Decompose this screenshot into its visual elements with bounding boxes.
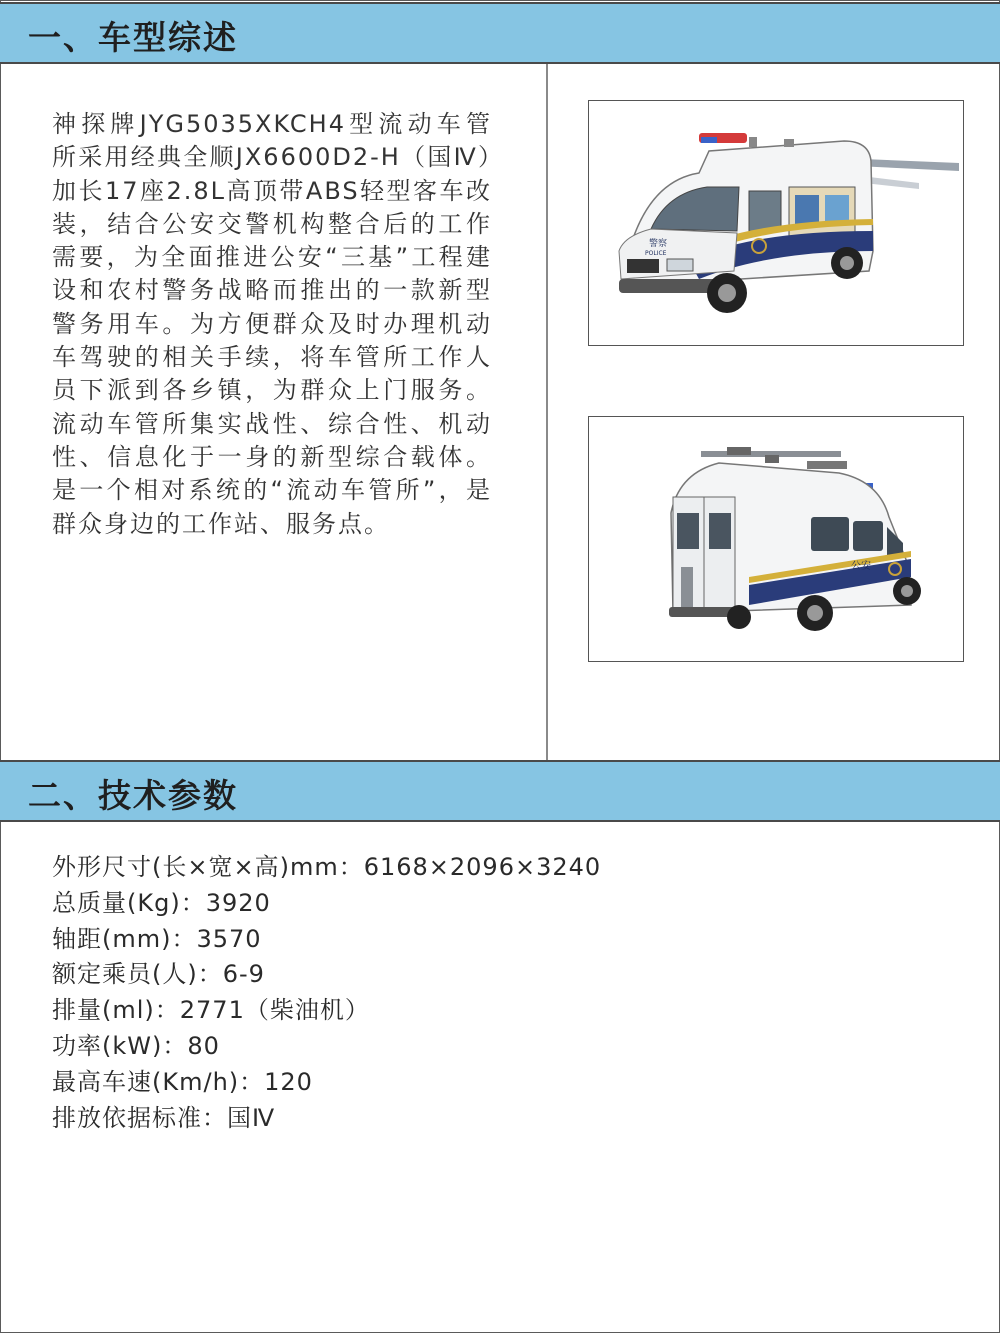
vehicle-photo-rear: [588, 416, 964, 662]
section-header-specs: [0, 760, 1000, 822]
section-header-overview: [0, 2, 1000, 64]
spec-total-mass: 总质量(Kg)：3920: [52, 888, 271, 917]
rear-side-label: 公安: [851, 561, 871, 572]
spec-dimensions: 外形尺寸(长×宽×高)mm：6168×2096×3240: [52, 853, 602, 881]
spec-wheelbase: 轴距(mm)：3570: [52, 924, 262, 953]
van-front-illustration: [589, 101, 965, 347]
spec-displacement: 排量(ml)：2771（柴油机）: [52, 996, 370, 1025]
specs-list: [52, 850, 952, 1136]
van-rear-illustration: [589, 417, 965, 663]
spec-seating: 额定乘员(人)：6-9: [52, 960, 265, 989]
front-hood-sublabel: POLICE: [645, 250, 667, 257]
spec-power: 功率(kW)：80: [52, 1031, 220, 1060]
section-title-specs: 二、技术参数: [28, 776, 238, 815]
spec-top-speed: 最高车速(Km/h)：120: [52, 1067, 313, 1096]
section-title-overview: 一、车型综述: [28, 18, 238, 57]
column-divider: [546, 64, 548, 760]
front-hood-label: 警察: [649, 239, 668, 249]
spec-emission-standard: 排放依据标准：国Ⅳ: [52, 1103, 276, 1132]
intro-paragraph: 神探牌JYG5035XKCH4型流动车管所采用经典全顺JX6600D2-H（国Ⅳ）加长17座2.8L高顶带ABS轻型客车改装，结合公安交警机构整合后的工作需要，为全面推进公安“三基”工程建设和农村警务战略而推出的一款新型警务用车。为方便群众及时办理机动车驾驶的相关手续，将车管所工作人员下派到各乡镇，为群众上门服务。流动车管所集实战性、综合性、机动性、信息化于一身的新型综合载体。是一个相对系统的“流动车管所”，是群众身边的工作站、服务点。: [52, 110, 492, 538]
vehicle-photo-front: [588, 100, 964, 346]
